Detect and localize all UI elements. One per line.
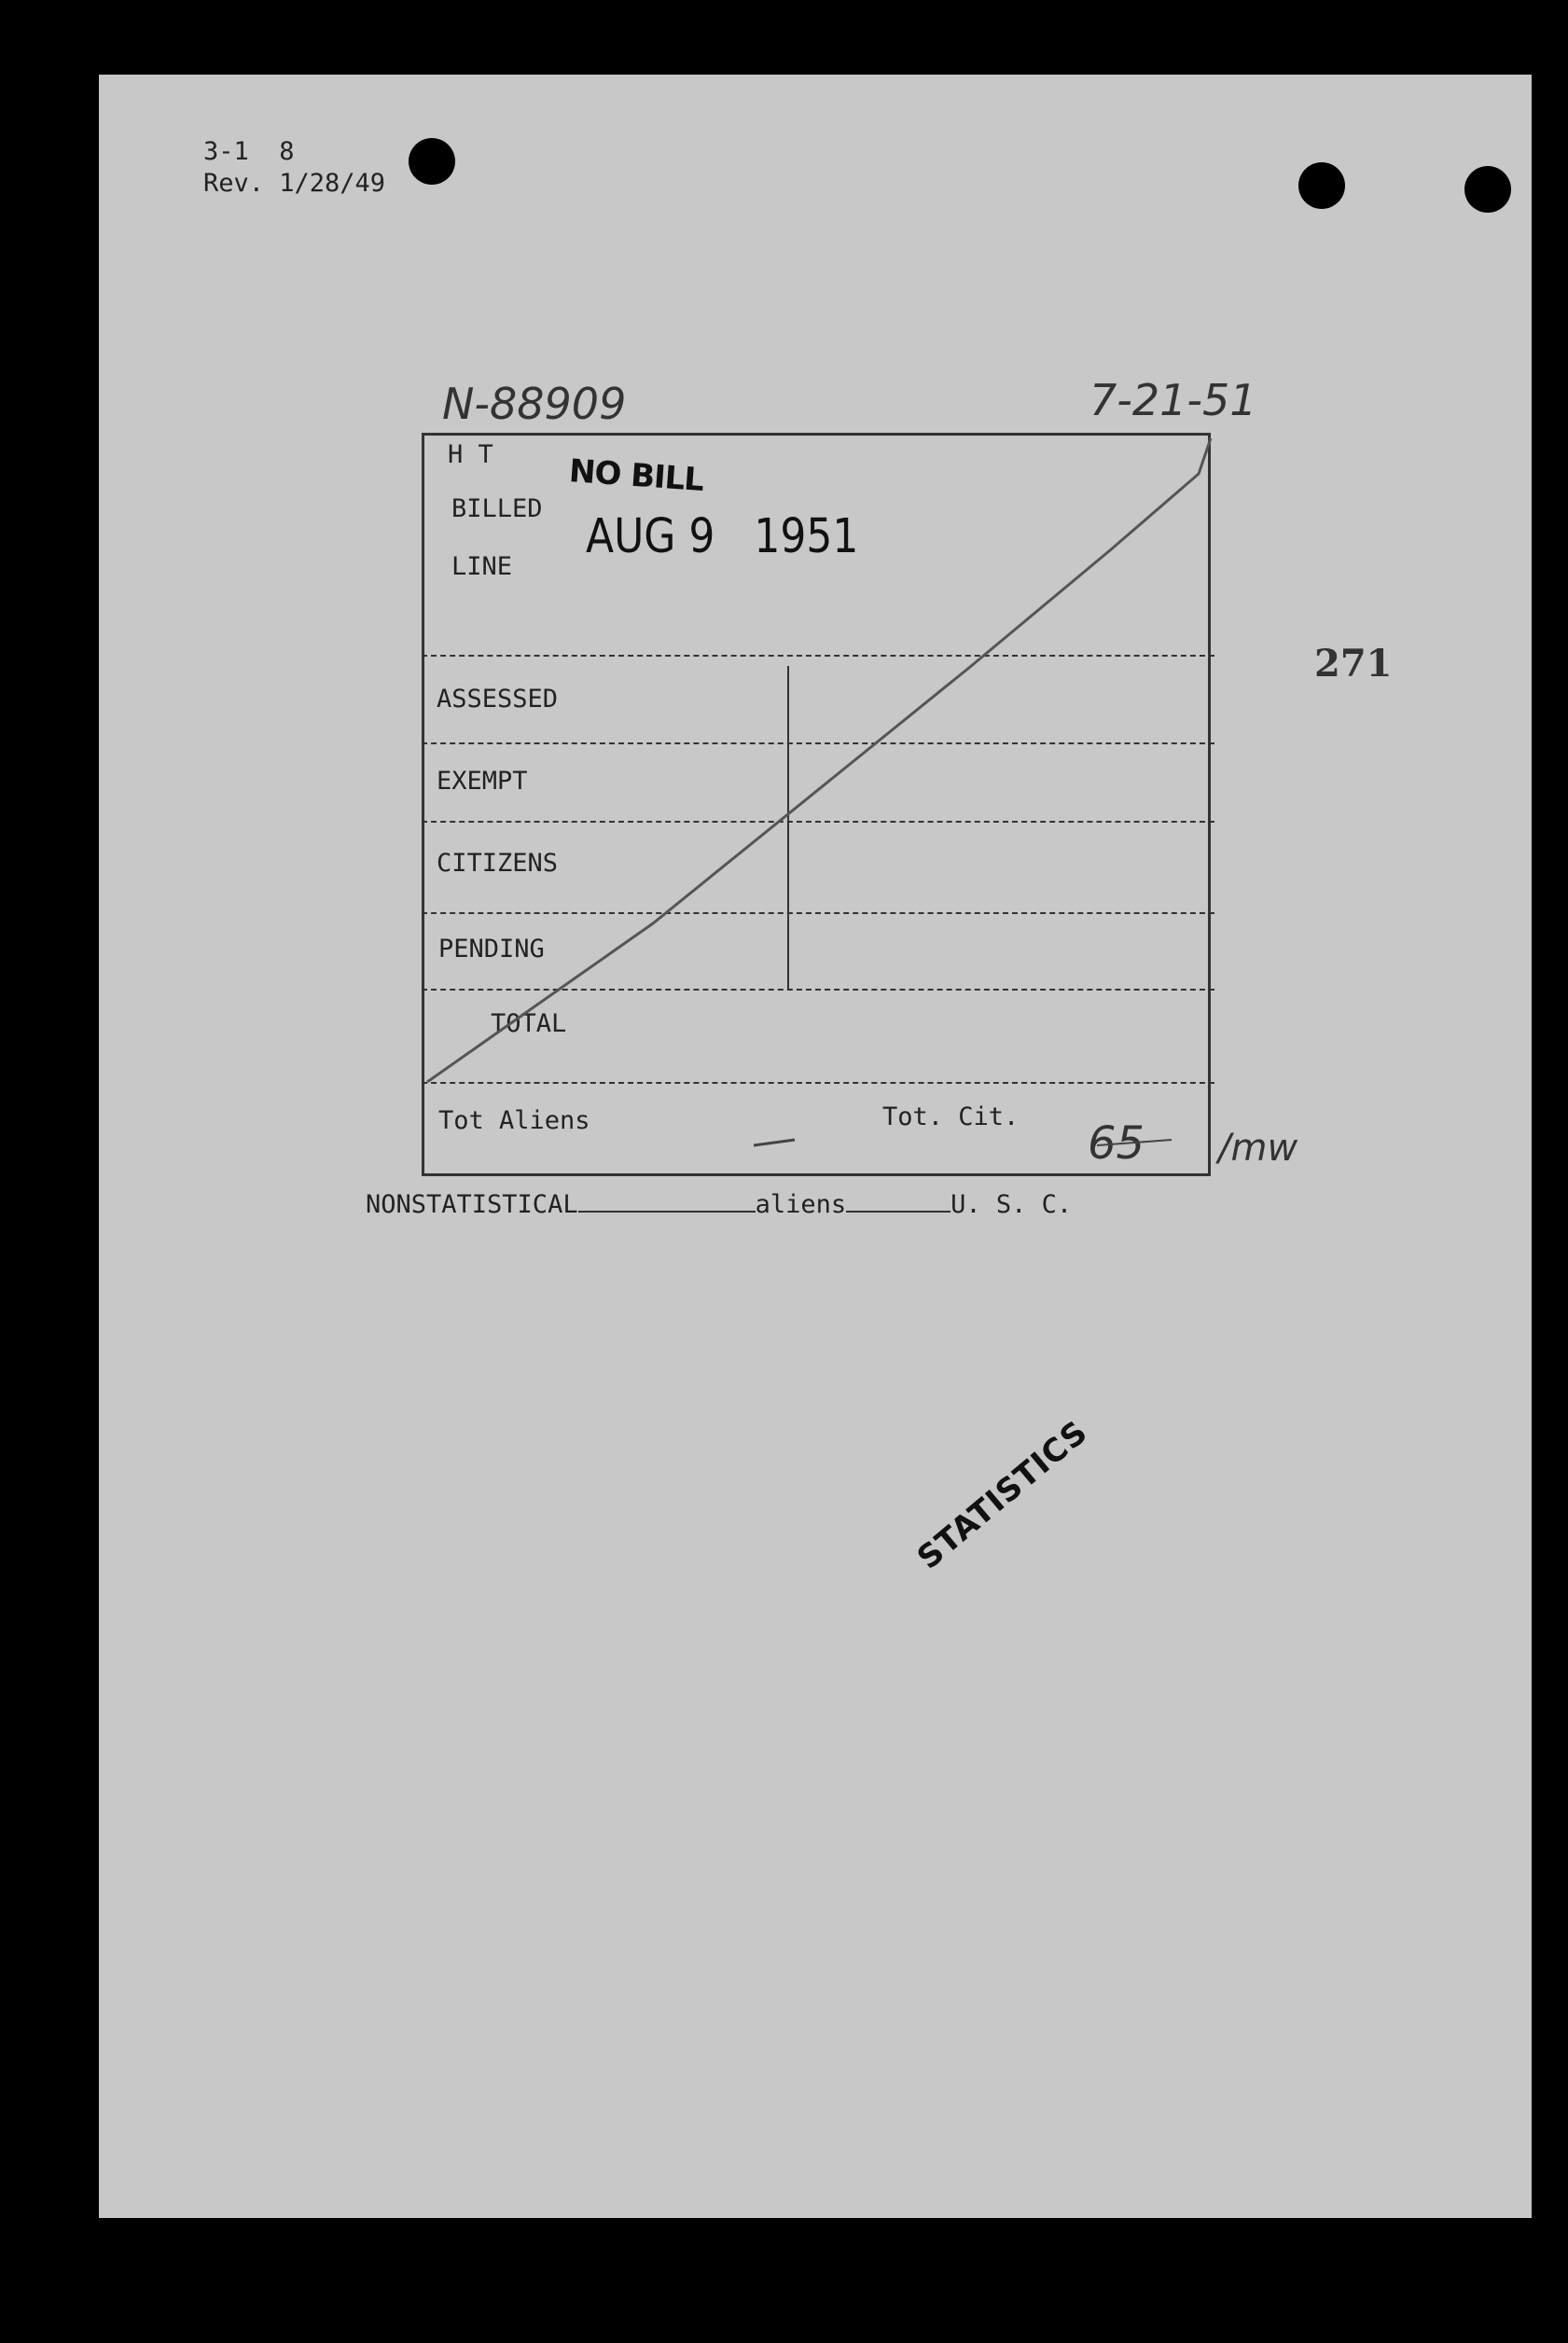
row-divider <box>422 655 1214 657</box>
row-label-exempt: EXEMPT <box>437 767 528 796</box>
no-bill-stamp: NO BILL <box>567 452 705 499</box>
statistics-stamp: STATISTICS <box>910 1413 1096 1577</box>
label-billed: BILLED <box>451 494 543 523</box>
nonstatistical-label: NONSTATISTICAL <box>366 1190 578 1219</box>
file-number: N-88909 <box>442 379 627 429</box>
punch-hole <box>1464 166 1511 213</box>
blank-line <box>578 1211 756 1213</box>
document-sheet <box>99 75 1532 2218</box>
row-label-assessed: ASSESSED <box>437 685 559 714</box>
nonstatistical-line <box>366 1190 1072 1219</box>
form-revision: Rev. 1/28/49 <box>203 169 386 198</box>
form-number: 3-1 8 <box>203 137 295 166</box>
row-label-citizens: CITIZENS <box>437 849 559 878</box>
page-number: 271 <box>1314 642 1393 686</box>
usc-label: U. S. C. <box>951 1190 1073 1219</box>
label-line: LINE <box>451 552 513 581</box>
date-stamp: AUG 9 1951 <box>586 509 859 564</box>
form-code <box>203 136 385 200</box>
row-label-pending: PENDING <box>438 935 545 964</box>
row-divider <box>422 742 1214 744</box>
blank-line <box>846 1211 951 1213</box>
handwritten-count: 65 <box>1088 1117 1145 1170</box>
row-divider <box>422 989 1214 991</box>
punch-hole <box>409 138 455 185</box>
aliens-label: aliens <box>755 1190 847 1219</box>
handwritten-date: 7-21-51 <box>1089 375 1257 425</box>
tot-cit-label: Tot. Cit. <box>882 1102 1020 1131</box>
column-divider <box>787 666 789 989</box>
label-ht: H T <box>448 440 493 469</box>
row-divider <box>422 1082 1214 1084</box>
row-label-total: TOTAL <box>491 1009 567 1038</box>
row-divider <box>422 821 1214 823</box>
handwritten-initials: /mw <box>1218 1127 1298 1170</box>
punch-hole <box>1298 162 1345 209</box>
tot-aliens-label: Tot Aliens <box>438 1106 590 1135</box>
row-divider <box>422 912 1214 914</box>
